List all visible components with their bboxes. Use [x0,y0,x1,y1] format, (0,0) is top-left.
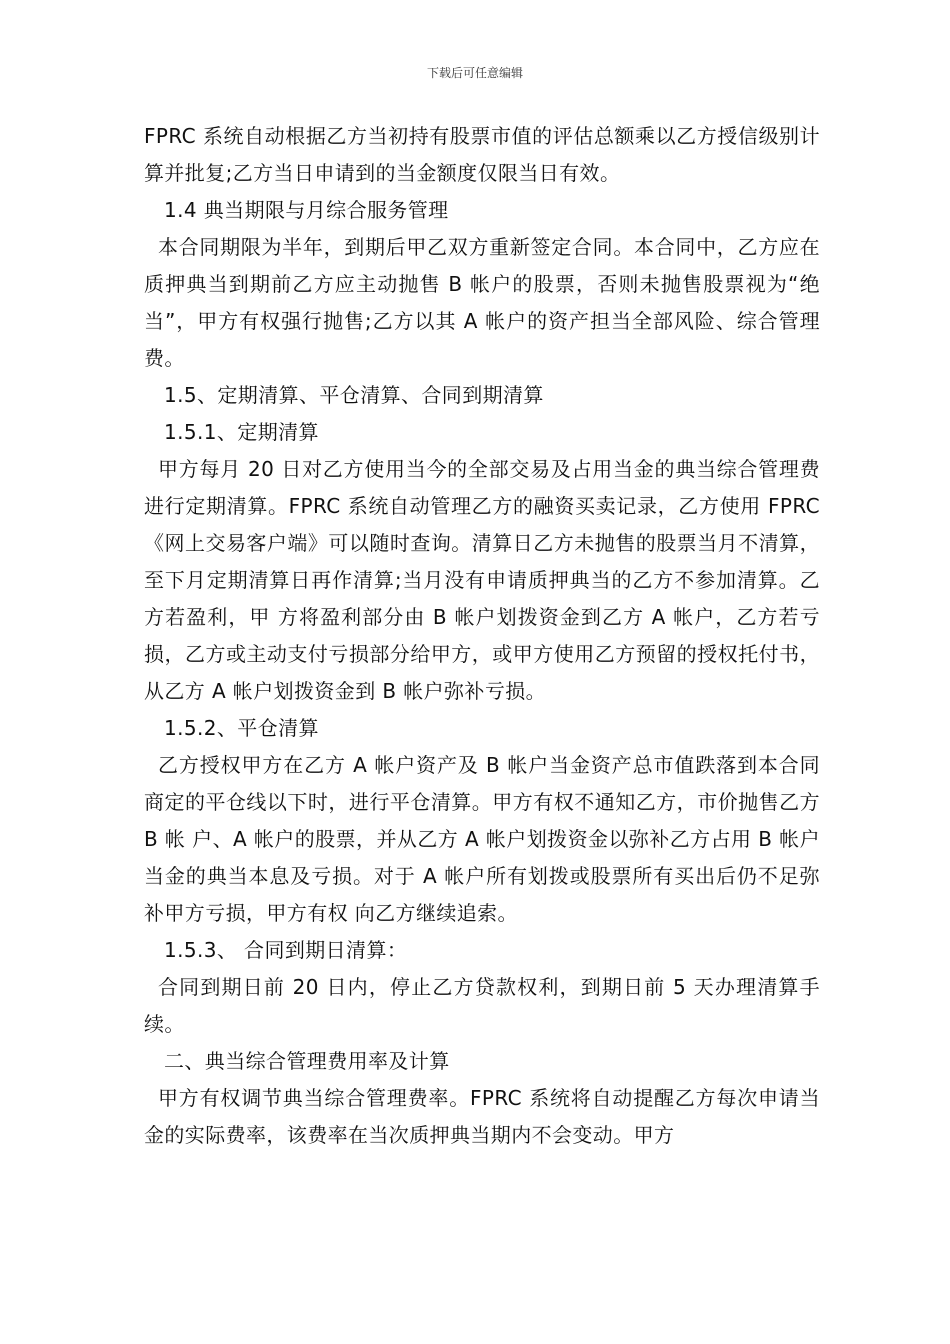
section-heading-1-5: 1.5、定期清算、平仓清算、合同到期清算 [164,383,544,407]
section-heading-2: 二、典当综合管理费用率及计算 [164,1049,450,1073]
section-heading-1-5-3: 1.5.3、 合同到期日清算： [164,938,408,962]
paragraph-contract-term: 本合同期限为半年，到期后甲乙双方重新签定合同。本合同中，乙方应在质押典当到期前乙方应主动抛售 B 帐户的股票，否则未抛售股票视为“绝当”，甲方有权强行抛售;乙方以其 A 帐户的资产担当全部风险、综合管理费。 [144,235,820,370]
page-header-note: 下载后可任意编辑 [426,66,523,80]
paragraph-credit-approval: FPRC 系统自动根据乙方当初持有股票市值的评估总额乘以乙方授信级别计算并批复;乙方当日申请到的当金额度仅限当日有效。 [144,124,820,185]
paragraph-fee-rate: 甲方有权调节典当综合管理费率。FPRC 系统将自动提醒乙方每次申请当金的实际费率，该费率在当次质押典当期内不会变动。甲方 [144,1086,820,1147]
section-heading-1-5-1: 1.5.1、定期清算 [164,420,319,444]
paragraph-liquidation-settlement: 乙方授权甲方在乙方 A 帐户资产及 B 帐户当金资产总市值跌落到本合同商定的平仓线以下时，进行平仓清算。甲方有权不通知乙方，市价抛售乙方 B 帐 户、A 帐户的股票，并从乙方 A 帐户划拨资金以弥补乙方占用 B 帐户当金的典当本息及亏损。对于 A 帐户所有划拨或股票所有买出后仍不足弥补甲方亏损，甲方有权 向乙方继续追索。 [144,753,820,925]
section-heading-1-5-2: 1.5.2、平仓清算 [164,716,319,740]
paragraph-maturity-settlement: 合同到期日前 20 日内，停止乙方贷款权利，到期日前 5 天办理清算手续。 [144,975,820,1036]
section-heading-1-4: 1.4 典当期限与月综合服务管理 [164,198,449,222]
paragraph-periodic-settlement: 甲方每月 20 日对乙方使用当今的全部交易及占用当金的典当综合管理费进行定期清算。FPRC 系统自动管理乙方的融资买卖记录，乙方使用 FPRC 《网上交易客户端》可以随时查询。清算日乙方未抛售的股票当月不清算，至下月定期清算日再作清算;当月没有申请质押典当的乙方不参加清算。乙方若盈利，甲 方将盈利部分由 B 帐户划拨资金到乙方 A 帐户，乙方若亏损，乙方或主动支付亏损部分给甲方，或甲方使用乙方预留的授权托付书，从乙方 A 帐户划拨资金到 B 帐户弥补亏损。 [144,457,820,703]
document-body [144,118,820,1154]
